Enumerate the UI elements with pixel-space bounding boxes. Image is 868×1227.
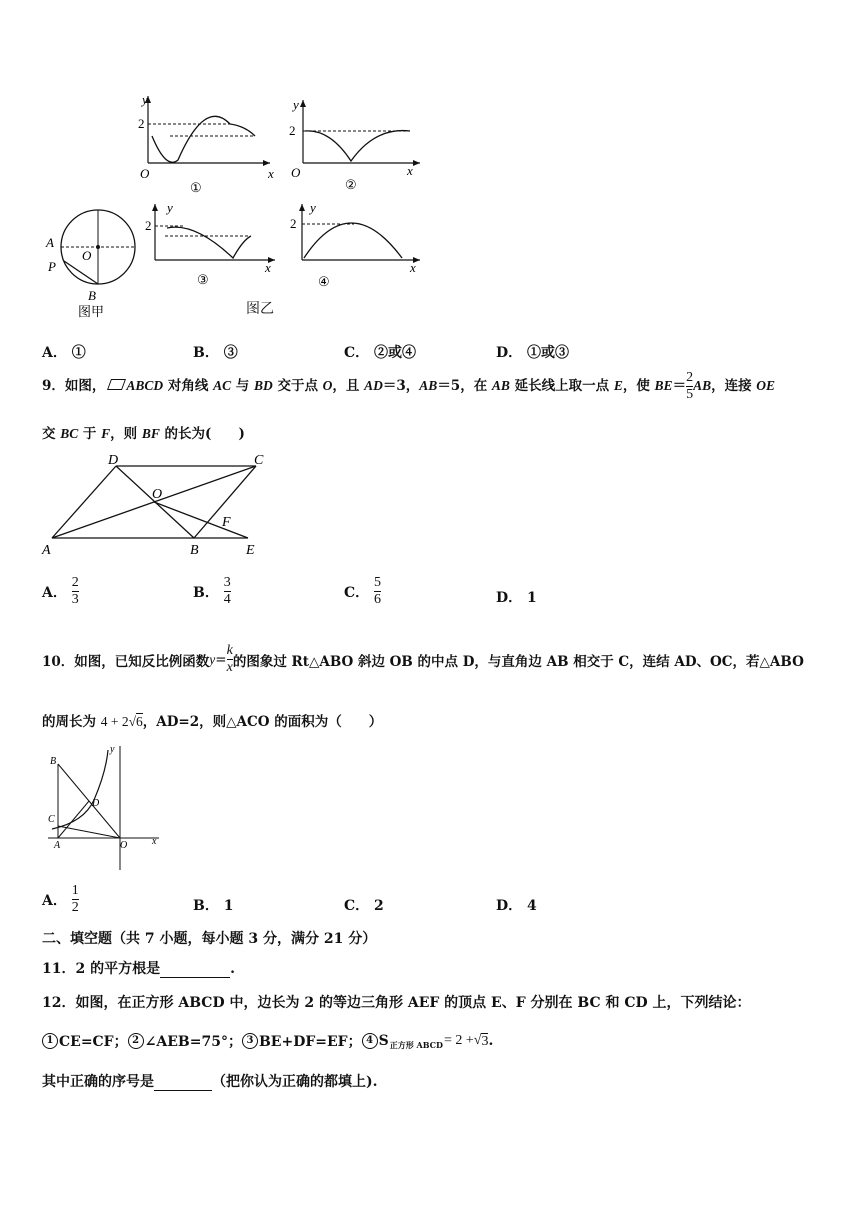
answer-blank[interactable] xyxy=(154,1076,212,1091)
q12-line-3: 其中正确的序号是 （把你认为正确的都填上). xyxy=(42,1074,378,1090)
q9-option-b[interactable]: B． $\frac{3}{4}$ xyxy=(193,575,231,607)
parallelogram-icon xyxy=(107,379,126,390)
q10-option-c[interactable]: C． 2 xyxy=(344,898,384,914)
point-o-label: O xyxy=(82,248,92,263)
q10-figure xyxy=(44,742,164,872)
label-a: A xyxy=(42,543,51,558)
sqrt-icon: √ xyxy=(128,714,136,729)
y-label: y xyxy=(167,200,173,215)
graph-caption: ④ xyxy=(318,274,330,289)
figure-circle-jia xyxy=(40,205,140,320)
graph-caption: ① xyxy=(190,180,202,193)
q9-line-1: 9．如图， ABCD 对角线 AC 与 BD 交于点 O，且 AD＝3，AB＝5，在 AB 延长线上取一点 E，使 BE＝ $\frac{2}{5}$ AB，连接 OE xyxy=(42,370,776,402)
tick-label: 2 xyxy=(138,116,145,131)
point-b-label: B xyxy=(88,288,96,303)
graph-caption: ③ xyxy=(197,272,209,287)
y-label: y xyxy=(293,97,299,112)
sqrt-icon: √ xyxy=(473,1033,482,1048)
q10-option-d[interactable]: D． 4 xyxy=(496,898,537,914)
point-p-label: P xyxy=(48,259,56,274)
q8-option-b[interactable]: B． ③ xyxy=(193,345,238,361)
q9-option-d[interactable]: D． 1 xyxy=(496,590,537,606)
answer-blank[interactable] xyxy=(160,963,230,978)
label-o: O xyxy=(120,840,128,851)
q10-line-2: 的周长为 4 + 2√6，AD=2，则△ACO 的面积为（ ） xyxy=(42,714,383,730)
x-label: x xyxy=(268,166,274,181)
y-label: y xyxy=(310,200,316,215)
label-c: C xyxy=(48,814,55,825)
label-x: x xyxy=(152,836,157,847)
point-a-label: A xyxy=(46,235,54,250)
y-label: y xyxy=(142,92,148,107)
label-b: B xyxy=(50,756,57,767)
q8-option-d[interactable]: D． ①或③ xyxy=(496,345,570,361)
label-c: C xyxy=(254,453,264,468)
label-d: D xyxy=(108,453,119,468)
label-y: y xyxy=(110,744,115,755)
x-label: x xyxy=(410,260,416,275)
figure-graph-4 xyxy=(290,200,425,292)
label-o: O xyxy=(152,487,163,502)
q11: 11．2 的平方根是 . xyxy=(42,961,235,977)
tick-label: 2 xyxy=(289,123,296,138)
figure-caption-yi: 图乙 xyxy=(246,301,274,317)
q8-option-c[interactable]: C． ②或④ xyxy=(344,345,417,361)
label-a: A xyxy=(54,840,61,851)
q9-line-2: 交 BC 于 F，则 BF 的长为( ) xyxy=(42,426,245,442)
origin-label: O xyxy=(140,166,150,181)
x-label: x xyxy=(265,260,271,275)
figure-caption: 图甲 xyxy=(78,304,105,319)
fraction-2-5: $\frac{2}{5}$ xyxy=(686,370,694,402)
q10-option-b[interactable]: B． 1 xyxy=(193,898,234,914)
q9-option-c[interactable]: C． $\frac{5}{6}$ xyxy=(344,575,382,607)
tick-label: 2 xyxy=(290,216,297,231)
x-label: x xyxy=(407,163,413,178)
label-f: F xyxy=(222,515,231,530)
section-heading: 二、填空题（共 7 小题，每小题 3 分，满分 21 分） xyxy=(42,931,377,947)
label-d: D xyxy=(92,798,100,809)
q10-line-1: 10．如图，已知反比例函数 y = $\frac{k}{x}$ 的图象过 Rt△ABO 斜边 OB 的中点 D，与直角边 AB 相交于 C，连结 AD、OC，若△ABO xyxy=(42,643,804,675)
q10-option-a[interactable]: A． $\frac{1}{2}$ xyxy=(42,883,79,915)
q12-line-1: 12．如图，在正方形 ABCD 中，边长为 2 的等边三角形 AEF 的顶点 E、F 分别在 BC 和 CD 上，下列结论： xyxy=(42,995,751,1011)
q12-line-2: 1 CE=CF； 2 ∠AEB=75°； 3 BE+DF=EF； 4 S 正方形 ABCD = 2 + √ 3 . xyxy=(42,1031,493,1051)
figure-graph-1 xyxy=(130,88,280,193)
graph-caption: ② xyxy=(345,177,357,192)
q9-option-a[interactable]: A． $\frac{2}{3}$ xyxy=(42,575,79,607)
tick-label: 2 xyxy=(145,218,152,233)
q9-figure xyxy=(38,450,273,560)
label-e: E xyxy=(246,543,255,558)
label-b: B xyxy=(190,543,199,558)
origin-label: O xyxy=(291,165,301,180)
q8-option-a[interactable]: A． ① xyxy=(42,345,86,361)
figure-graph-3 xyxy=(145,200,280,290)
figure-graph-2 xyxy=(285,95,425,195)
